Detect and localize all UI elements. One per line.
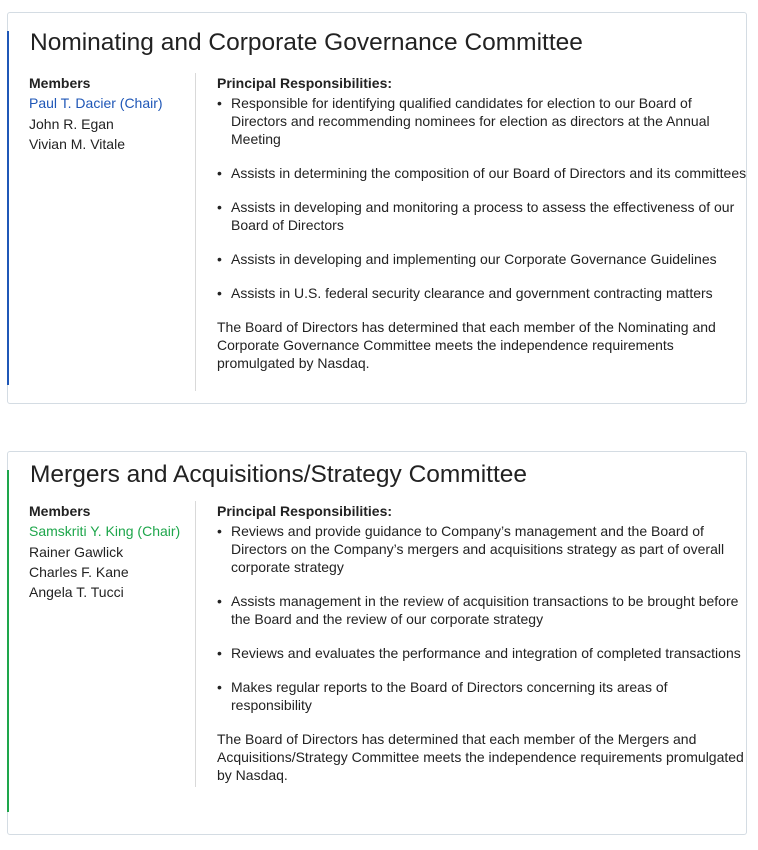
accent-bar xyxy=(7,31,9,385)
member: Vivian M. Vitale xyxy=(29,135,125,152)
list-item xyxy=(217,522,747,576)
responsibilities-heading: Principal Responsibilities: xyxy=(217,503,393,519)
responsibility-text: Assists in U.S. federal security clearance and government contracting matters xyxy=(231,285,713,301)
members-list xyxy=(29,73,189,154)
list-item xyxy=(217,250,747,268)
bullet-icon: • xyxy=(217,523,222,539)
committee-title: Nominating and Corporate Governance Committee xyxy=(30,29,583,56)
member-chair: Paul T. Dacier (Chair) xyxy=(29,95,163,112)
responsibility-text: Reviews and provide guidance to Company’s management and the Board of Directors on the Company’s mergers and acquisitions strategy as part of overall corporate strategy xyxy=(231,523,725,575)
responsibility-text: Responsible for identifying qualified candidates for election to our Board of Directors and recommending nominees for election as directors at the Annual Meeting xyxy=(231,95,710,147)
bullet-icon: • xyxy=(217,199,222,215)
independence-note: The Board of Directors has determined that each member of the Nominating and Corporate Governance Committee meets the independence requirements promulgated by Nasdaq. xyxy=(217,319,716,371)
bullet-icon: • xyxy=(217,679,222,695)
bullet-icon: • xyxy=(217,251,222,267)
bullet-icon: • xyxy=(217,645,222,661)
list-item xyxy=(217,284,747,302)
responsibility-text: Makes regular reports to the Board of Directors concerning its areas of responsibility xyxy=(231,679,668,713)
responsibility-text: Assists in determining the composition of our Board of Directors and its committees xyxy=(231,165,747,181)
bullet-icon: • xyxy=(217,593,222,609)
responsibilities xyxy=(217,73,747,372)
independence-note: The Board of Directors has determined that each member of the Mergers and Acquisitions/Strategy Committee meets the independence requirements promulgated by Nasdaq. xyxy=(217,731,744,783)
responsibility-text: Assists in developing and monitoring a process to assess the effectiveness of our Board of Directors xyxy=(231,199,735,233)
list-item xyxy=(217,678,747,714)
bullet-icon: • xyxy=(217,95,222,111)
members-heading: Members xyxy=(29,503,91,519)
bullet-icon: • xyxy=(217,165,222,181)
column-divider xyxy=(195,501,196,787)
list-item xyxy=(217,198,747,234)
accent-bar xyxy=(7,470,9,812)
committee-card-mergers xyxy=(7,451,747,835)
list-item xyxy=(217,592,747,628)
list-item xyxy=(217,644,747,662)
list-item xyxy=(217,164,747,182)
committee-card-nominating xyxy=(7,12,747,404)
responsibility-text: Reviews and evaluates the performance and integration of completed transactions xyxy=(231,645,741,661)
list-item xyxy=(217,94,747,148)
member: John R. Egan xyxy=(29,115,114,132)
responsibility-text: Assists management in the review of acquisition transactions to be brought before the Board and the review of our corporate strategy xyxy=(231,593,739,627)
member: Angela T. Tucci xyxy=(29,584,124,601)
member: Rainer Gawlick xyxy=(29,543,124,560)
responsibilities-list xyxy=(217,522,747,714)
committee-title: Mergers and Acquisitions/Strategy Committee xyxy=(30,461,528,488)
responsibilities-list xyxy=(217,94,747,302)
responsibility-text: Assists in developing and implementing our Corporate Governance Guidelines xyxy=(231,251,717,267)
member: Charles F. Kane xyxy=(29,563,129,580)
members-heading: Members xyxy=(29,75,91,91)
column-divider xyxy=(195,73,196,391)
responsibilities-heading: Principal Responsibilities: xyxy=(217,75,393,91)
responsibilities xyxy=(217,501,747,784)
bullet-icon: • xyxy=(217,285,222,301)
members-list xyxy=(29,501,189,602)
member-chair: Samskriti Y. King (Chair) xyxy=(29,523,181,540)
